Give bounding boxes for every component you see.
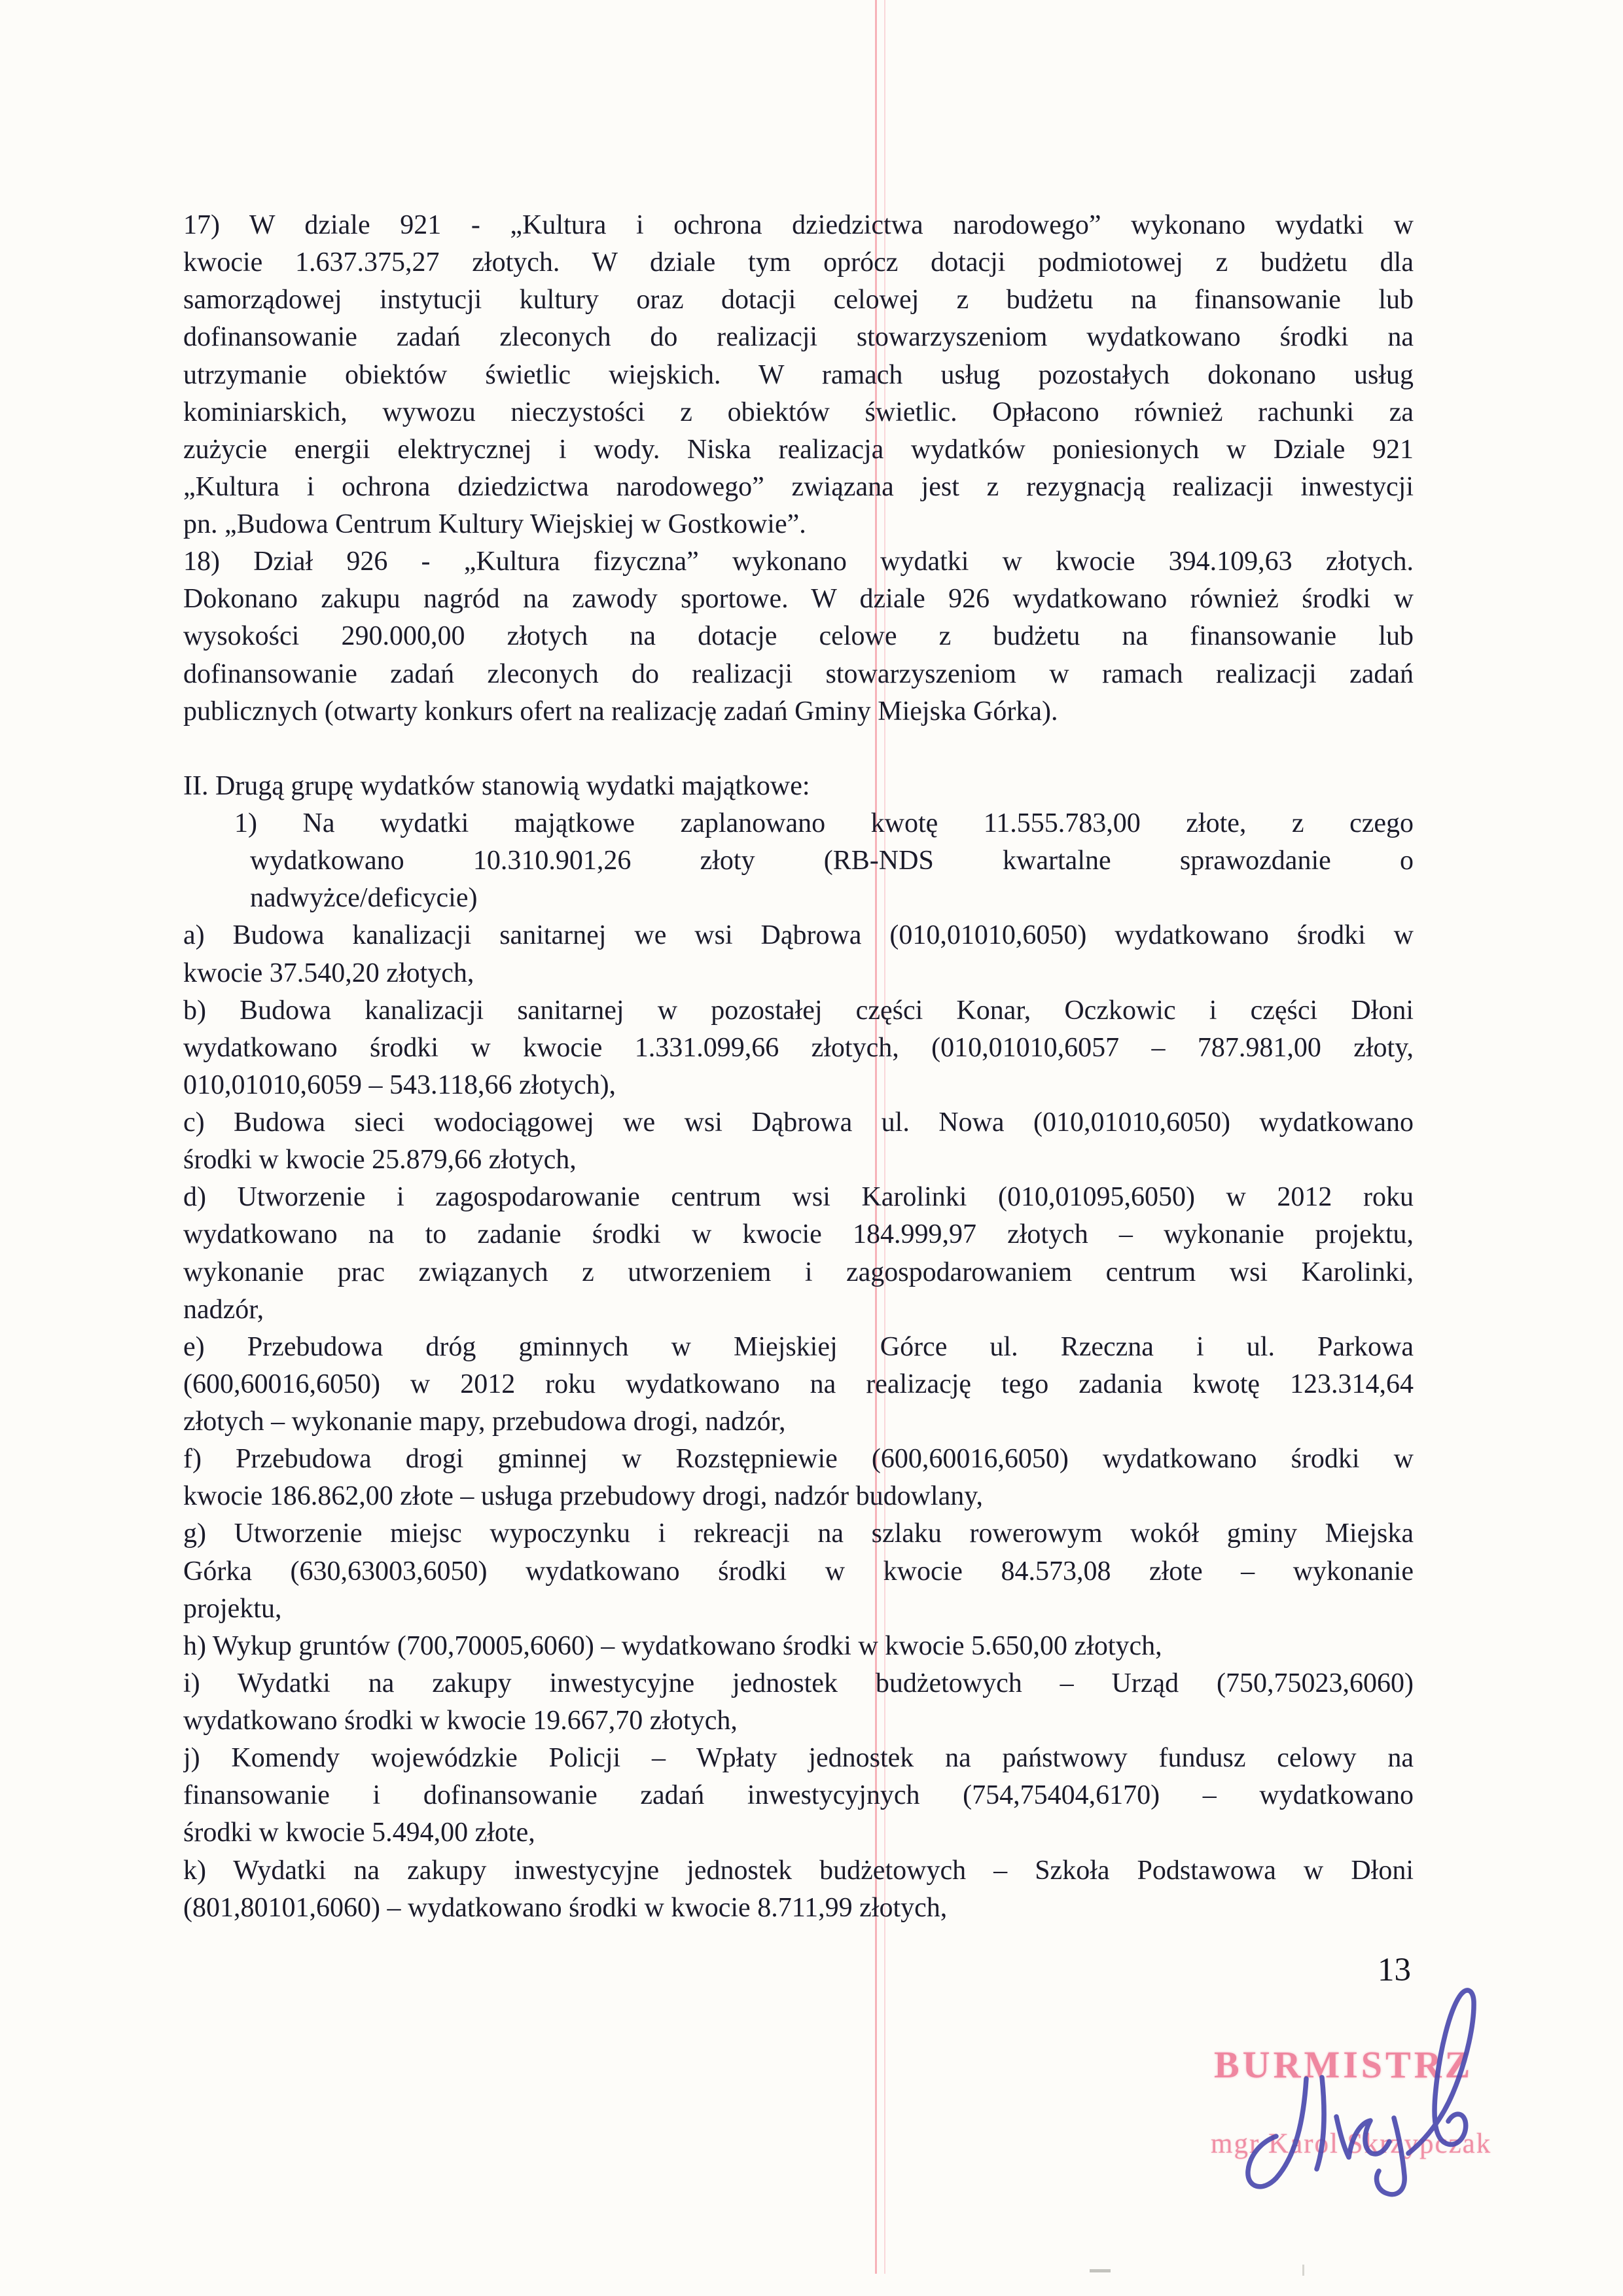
page-number: 13 — [1378, 1952, 1411, 1988]
text-line: wydatkowano na to zadanie środki w kwocie 184.999,97 złotych – wykonanie projektu, — [183, 1219, 1414, 1250]
text-line: dofinansowanie zadań zleconych do realizacji stowarzyszeniom w ramach realizacji zadań — [183, 658, 1414, 689]
signature-stroke-tall-loop — [1408, 1990, 1474, 2153]
text-line: kominiarskich, wywozu nieczystości z obiektów świetlic. Opłacono również rachunki za — [183, 397, 1414, 427]
text-line: publicznych (otwarty konkurs ofert na realizację zadań Gminy Miejska Górka). — [183, 696, 1058, 726]
text-line: pn. „Budowa Centrum Kultury Wiejskiej w Gostkowie”. — [183, 509, 806, 539]
text-line: finansowanie i dofinansowanie zadań inwestycyjnych (754,75404,6170) – wydatkowano — [183, 1780, 1414, 1811]
mayor-stamp-name: mgr Karol Skrzypczak — [1211, 2128, 1492, 2159]
mayor-stamp-title: BURMISTRZ — [1214, 2043, 1474, 2086]
text-line: g) Utworzenie miejsc wypoczynku i rekreacji na szlaku rowerowym wokół gminy Miejska — [183, 1518, 1414, 1549]
text-line: dofinansowanie zadań zleconych do realizacji stowarzyszeniom wydatkowano środki na — [183, 322, 1414, 353]
text-line: j) Komendy wojewódzkie Policji – Wpłaty jednostek na państwowy fundusz celowy na — [183, 1743, 1414, 1774]
text-line: k) Wydatki na zakupy inwestycyjne jednostek budżetowych – Szkoła Podstawowa w Dłoni — [183, 1855, 1414, 1886]
text-line: 1) Na wydatki majątkowe zaplanowano kwotę 11.555.783,00 złote, z czego — [234, 808, 1414, 838]
text-line: c) Budowa sieci wodociągowej we wsi Dąbrowa ul. Nowa (010,01010,6050) wydatkowano — [183, 1107, 1414, 1138]
text-line — [183, 730, 1414, 768]
text-line: h) Wykup gruntów (700,70005,6060) – wydatkowano środki w kwocie 5.650,00 złotych, — [183, 1630, 1162, 1661]
text-line: 18) Dział 926 - „Kultura fizyczna” wykonano wydatki w kwocie 394.109,63 złotych. — [183, 547, 1414, 577]
text-line: utrzymanie obiektów świetlic wiejskich. W ramach usług pozostałych dokonano usług — [183, 359, 1414, 390]
scan-speck — [1090, 2269, 1111, 2272]
scan-speck — [1302, 2265, 1304, 2276]
text-line: samorządowej instytucji kultury oraz dotacji celowej z budżetu na finansowanie lub — [183, 285, 1414, 315]
text-line: złotych – wykonanie mapy, przebudowa drogi, nadzór, — [183, 1407, 786, 1437]
text-line: b) Budowa kanalizacji sanitarnej w pozostałej części Konar, Oczkowic i części Dłoni — [183, 995, 1414, 1026]
text-line: zużycie energii elektrycznej i wody. Niska realizacja wydatków poniesionych w Dziale 921 — [183, 434, 1414, 465]
signature-stroke-left-hook — [1248, 2079, 1306, 2187]
text-line: „Kultura i ochrona dziedzictwa narodowego” związana jest z rezygnacją realizacji inwestycji — [183, 471, 1414, 502]
text-line: i) Wydatki na zakupy inwestycyjne jednostek budżetowych – Urząd (750,75023,6060) — [183, 1668, 1414, 1698]
text-line: 17) W dziale 921 - „Kultura i ochrona dziedzictwa narodowego” wykonano wydatki w — [183, 210, 1414, 240]
text-line: wydatkowano środki w kwocie 1.331.099,66 złotych, (010,01010,6057 – 787.981,00 złoty, — [183, 1032, 1414, 1063]
text-line: środki w kwocie 5.494,00 złote, — [183, 1818, 535, 1848]
document-body-text — [183, 207, 1414, 1927]
signature-stroke-middle — [1336, 2117, 1389, 2157]
text-line: a) Budowa kanalizacji sanitarnej we wsi Dąbrowa (010,01010,6050) wydatkowano środki w — [183, 920, 1414, 951]
text-line: e) Przebudowa dróg gminnych w Miejskiej Górce ul. Rzeczna i ul. Parkowa — [183, 1331, 1414, 1362]
signature-stroke-descender — [1377, 2118, 1405, 2195]
text-line: środki w kwocie 25.879,66 złotych, — [183, 1145, 577, 1175]
text-line: d) Utworzenie i zagospodarowanie centrum wsi Karolinki (010,01095,6050) w 2012 roku — [183, 1182, 1414, 1213]
text-line: 010,01010,6059 – 543.118,66 złotych), — [183, 1069, 616, 1100]
text-line: wykonanie prac związanych z utworzeniem i zagospodarowaniem centrum wsi Karolinki, — [183, 1257, 1414, 1287]
text-line: Górka (630,63003,6050) wydatkowano środki w kwocie 84.573,08 złote – wykonanie — [183, 1556, 1414, 1587]
text-line: (801,80101,6060) – wydatkowano środki w kwocie 8.711,99 złotych, — [183, 1892, 948, 1923]
text-line: II. Drugą grupę wydatków stanowią wydatki majątkowe: — [183, 770, 810, 801]
text-line: kwocie 186.862,00 złote – usługa przebudowy drogi, nadzór budowlany, — [183, 1481, 983, 1512]
text-line: nadzór, — [183, 1294, 264, 1325]
text-line: (600,60016,6050) w 2012 roku wydatkowano na realizację tego zadania kwotę 123.314,64 — [183, 1369, 1414, 1399]
text-line: wydatkowano 10.310.901,26 złoty (RB-NDS kwartalne sprawozdanie o — [250, 846, 1414, 876]
text-line: Dokonano zakupu nagród na zawody sportowe. W dziale 926 wydatkowano również środki w — [183, 584, 1414, 615]
text-line: wydatkowano środki w kwocie 19.667,70 złotych, — [183, 1706, 738, 1736]
signature-stroke-stem — [1317, 2077, 1324, 2169]
text-line: projektu, — [183, 1593, 282, 1624]
signature-ink — [1224, 1970, 1499, 2199]
text-line: nadwyżce/deficycie) — [250, 883, 478, 914]
text-line: kwocie 37.540,20 złotych, — [183, 958, 474, 988]
text-line: f) Przebudowa drogi gminnej w Rozstępniewie (600,60016,6050) wydatkowano środki w — [183, 1444, 1414, 1475]
text-line: wysokości 290.000,00 złotych na dotacje celowe z budżetu na finansowanie lub — [183, 621, 1414, 652]
text-line: kwocie 1.637.375,27 złotych. W dziale tym oprócz dotacji podmiotowej z budżetu dla — [183, 247, 1414, 278]
